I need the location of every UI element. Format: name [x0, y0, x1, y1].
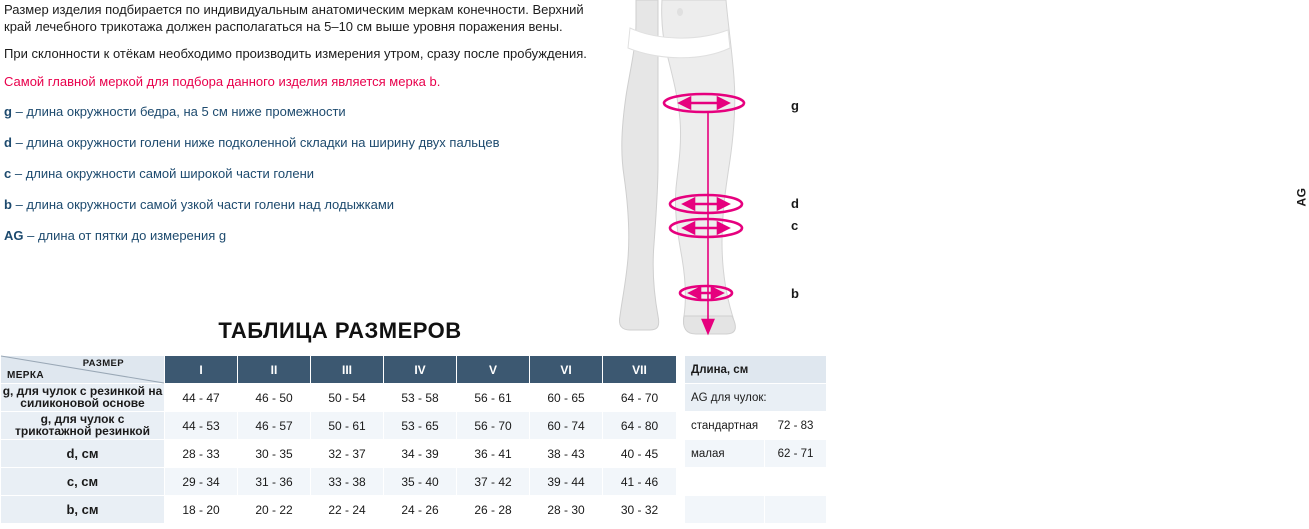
- cell-b-7: 30 - 32: [603, 496, 677, 524]
- table-row: [1, 496, 677, 524]
- length-table-subheader-row: [685, 384, 827, 412]
- page-title: ТАБЛИЦА РАЗМЕРОВ: [218, 318, 462, 343]
- size-col-header-1: I: [165, 356, 238, 384]
- cell-d-2: 30 - 35: [238, 440, 311, 468]
- table-row: [1, 468, 677, 496]
- size-col-header-4: IV: [384, 356, 457, 384]
- intro-paragraph-highlight: Самой главной меркой для подбора данного изделия является мерка b.: [4, 73, 441, 89]
- measure-mark-d: d: [791, 196, 799, 211]
- cell-b-1: 18 - 20: [165, 496, 238, 524]
- ag-axis-label: AG: [1294, 187, 1309, 207]
- row-label-g-knit: g, для чулок с трикотажной резинкой: [1, 412, 165, 440]
- cell-g-silicone-6: 60 - 65: [530, 384, 603, 412]
- size-table-header-row: [1, 356, 677, 384]
- legend-text-d: – длина окружности голени ниже подколенной складки на ширину двух пальцев: [11, 135, 500, 151]
- row-label-c: c, см: [1, 468, 165, 496]
- measure-mark-b: b: [791, 286, 799, 301]
- legend-key-ag: AG: [4, 228, 24, 244]
- cell-g-knit-4: 53 - 65: [384, 412, 457, 440]
- cell-d-6: 38 - 43: [530, 440, 603, 468]
- length-table-header: Длина, см: [685, 356, 827, 384]
- cell-c-3: 33 - 38: [311, 468, 384, 496]
- legend-item-b: [4, 197, 604, 213]
- cell-g-knit-6: 60 - 74: [530, 412, 603, 440]
- legend-item-ag: [4, 228, 604, 244]
- length-filler-right-2: [765, 496, 827, 524]
- table-row: [1, 440, 677, 468]
- cell-b-2: 20 - 22: [238, 496, 311, 524]
- legend-key-c: c: [4, 166, 12, 182]
- table-row: [685, 440, 827, 468]
- legend-item-g: [4, 104, 604, 120]
- length-table-header-row: [685, 356, 827, 384]
- cell-b-5: 26 - 28: [457, 496, 530, 524]
- cell-c-5: 37 - 42: [457, 468, 530, 496]
- length-row-name-standard: стандартная: [685, 412, 765, 440]
- cell-c-7: 41 - 46: [603, 468, 677, 496]
- cell-g-silicone-5: 56 - 61: [457, 384, 530, 412]
- legend-key-d: d: [4, 135, 12, 151]
- size-table: [0, 355, 677, 524]
- cell-g-silicone-1: 44 - 47: [165, 384, 238, 412]
- size-col-header-2: II: [238, 356, 311, 384]
- size-col-header-7: VII: [603, 356, 677, 384]
- corner-label-measure: МЕРКА: [7, 370, 44, 381]
- cell-c-4: 35 - 40: [384, 468, 457, 496]
- cell-d-7: 40 - 45: [603, 440, 677, 468]
- legend-text-g: – длина окружности бедра, на 5 см ниже промежности: [11, 104, 346, 120]
- legend-text-b: – длина окружности самой узкой части голени над лодыжками: [11, 197, 395, 213]
- measure-mark-c: c: [791, 218, 799, 233]
- table-row: [1, 384, 677, 412]
- cell-g-silicone-3: 50 - 54: [311, 384, 384, 412]
- cell-g-silicone-7: 64 - 70: [603, 384, 677, 412]
- legend-item-d: [4, 135, 604, 151]
- length-filler-left: [685, 468, 765, 496]
- length-row-value-standard: 72 - 83: [765, 412, 827, 440]
- length-table-filler-row: [685, 468, 827, 496]
- size-col-header-6: VI: [530, 356, 603, 384]
- cell-g-knit-1: 44 - 53: [165, 412, 238, 440]
- cell-d-5: 36 - 41: [457, 440, 530, 468]
- cell-d-1: 28 - 33: [165, 440, 238, 468]
- cell-g-knit-5: 56 - 70: [457, 412, 530, 440]
- cell-c-1: 29 - 34: [165, 468, 238, 496]
- cell-g-knit-3: 50 - 61: [311, 412, 384, 440]
- legend-key-b: b: [4, 197, 12, 213]
- cell-b-4: 24 - 26: [384, 496, 457, 524]
- cell-b-3: 22 - 24: [311, 496, 384, 524]
- row-label-b: b, см: [1, 496, 165, 524]
- cell-g-silicone-4: 53 - 58: [384, 384, 457, 412]
- legend-item-c: [4, 166, 604, 182]
- cell-g-knit-2: 46 - 57: [238, 412, 311, 440]
- cell-d-4: 34 - 39: [384, 440, 457, 468]
- intro-paragraph-1: Размер изделия подбирается по индивидуальным анатомическим меркам конечности. Верхний край лечебного трикотажа должен располагаться на 5–10 см выше уровня поражения вены.: [4, 2, 584, 34]
- size-col-header-5: V: [457, 356, 530, 384]
- length-table: [684, 355, 827, 524]
- length-filler-right: [765, 468, 827, 496]
- legend-key-g: g: [4, 104, 12, 120]
- cell-g-silicone-2: 46 - 50: [238, 384, 311, 412]
- intro-paragraph-2: При склонности к отёкам необходимо производить измерения утром, сразу после пробуждения.: [4, 46, 587, 62]
- cell-g-knit-7: 64 - 80: [603, 412, 677, 440]
- legend-text-ag: – длина от пятки до измерения g: [23, 228, 227, 244]
- length-filler-left-2: [685, 496, 765, 524]
- row-label-g-silicone: g, для чулок с резинкой на силиконовой основе: [1, 384, 165, 412]
- length-row-value-small: 62 - 71: [765, 440, 827, 468]
- description-column: [4, 2, 604, 244]
- cell-d-3: 32 - 37: [311, 440, 384, 468]
- size-col-header-3: III: [311, 356, 384, 384]
- row-label-d: d, см: [1, 440, 165, 468]
- cell-c-2: 31 - 36: [238, 468, 311, 496]
- measure-mark-g: g: [791, 98, 799, 113]
- length-table-filler-row-2: [685, 496, 827, 524]
- corner-label-size: РАЗМЕР: [82, 358, 124, 369]
- length-row-name-small: малая: [685, 440, 765, 468]
- table-row: [685, 412, 827, 440]
- table-row: [1, 412, 677, 440]
- cell-b-6: 28 - 30: [530, 496, 603, 524]
- length-table-subheader: AG для чулок:: [685, 384, 827, 412]
- legend-text-c: – длина окружности самой широкой части голени: [11, 166, 315, 182]
- size-table-corner-cell: [1, 356, 165, 384]
- cell-c-6: 39 - 44: [530, 468, 603, 496]
